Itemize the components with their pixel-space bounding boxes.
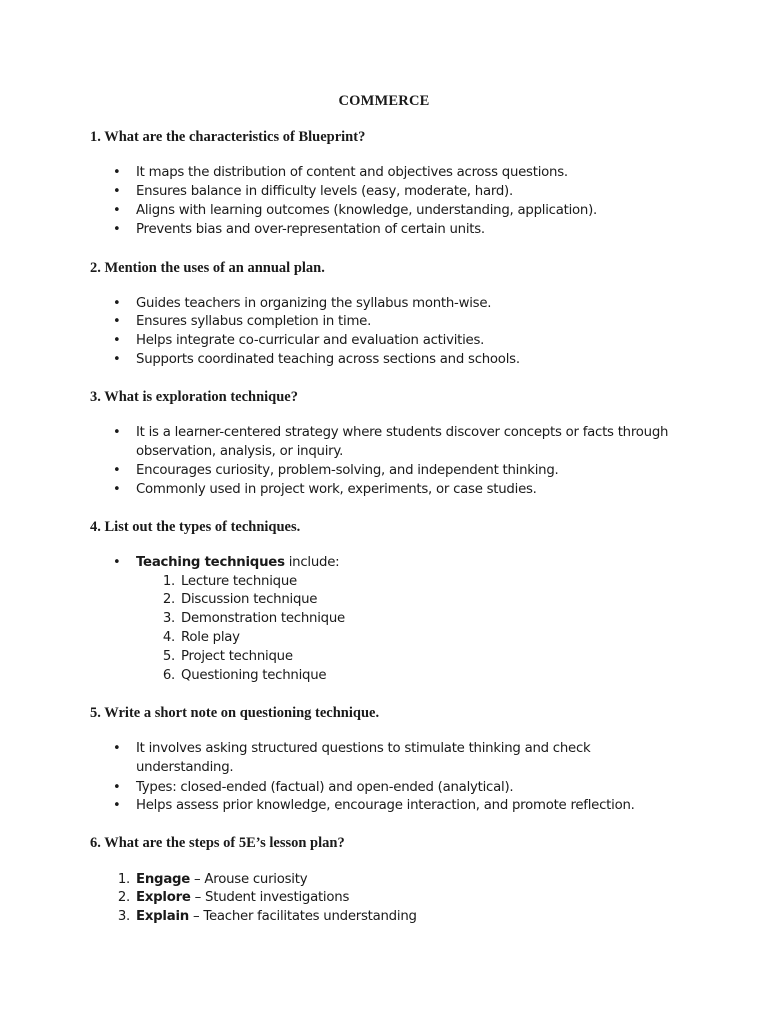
list-item xyxy=(113,481,696,500)
list-item-text: include: xyxy=(284,555,340,570)
bullet-icon: • xyxy=(113,184,121,199)
numbered-item-text: Project technique xyxy=(181,649,293,664)
list-item xyxy=(113,797,696,816)
numbered-item xyxy=(162,573,581,592)
document-title: COMMERCE xyxy=(338,93,430,109)
question-heading-3: 3. What is exploration technique? xyxy=(90,389,298,405)
list-item-text: Helps assess prior knowledge, encourage interaction, and promote reflection. xyxy=(136,798,635,813)
step-number: 3. xyxy=(117,909,130,924)
numbered-item-text: Questioning technique xyxy=(181,668,327,683)
step-desc: – Arouse curiosity xyxy=(190,872,308,887)
item-number: 4. xyxy=(162,630,175,645)
bullet-icon: • xyxy=(113,222,121,237)
step-number: 1. xyxy=(117,872,130,887)
list-item xyxy=(113,221,696,240)
list-item xyxy=(113,313,696,332)
bullet-icon: • xyxy=(113,296,121,311)
numbered-item xyxy=(162,648,581,667)
numbered-item xyxy=(162,667,581,686)
bullet-icon: • xyxy=(113,463,121,478)
list-item-text: Guides teachers in organizing the syllabus month-wise. xyxy=(136,296,492,311)
list-item xyxy=(113,462,696,481)
bullet-icon: • xyxy=(113,352,121,367)
list-item-text: Ensures syllabus completion in time. xyxy=(136,314,372,329)
numbered-item-text: Role play xyxy=(181,630,240,645)
item-number: 1. xyxy=(162,574,175,589)
bullet-icon: • xyxy=(113,165,121,180)
bold-term: Teaching techniques xyxy=(136,555,285,570)
step-term: Engage xyxy=(136,872,191,887)
step-desc: – Student investigations xyxy=(190,890,350,905)
bullet-icon: • xyxy=(113,482,121,497)
numbered-item xyxy=(162,591,581,610)
list-item-text: It maps the distribution of content and objectives across questions. xyxy=(136,165,568,180)
list-item-text: Supports coordinated teaching across sections and schools. xyxy=(136,352,520,367)
bullet-icon: • xyxy=(113,333,121,348)
bullet-icon: • xyxy=(113,741,121,756)
step-term: Explain xyxy=(136,909,189,924)
question-heading-5: 5. Write a short note on questioning technique. xyxy=(90,705,380,721)
list-item-text: Encourages curiosity, problem-solving, and independent thinking. xyxy=(136,463,559,478)
step-desc: – Teacher facilitates understanding xyxy=(188,909,417,924)
list-item-text: It is a learner-centered strategy where students discover concepts or facts through observation, analysis, or inquiry. xyxy=(136,425,669,459)
question-heading-4: 4. List out the types of techniques. xyxy=(90,519,301,535)
list-item-text: Commonly used in project work, experiments, or case studies. xyxy=(136,482,537,497)
item-number: 6. xyxy=(162,668,175,683)
list-item xyxy=(113,779,696,798)
item-number: 3. xyxy=(162,611,175,626)
list-item-text: Prevents bias and over-representation of certain units. xyxy=(136,222,485,237)
step-item xyxy=(117,871,696,890)
numbered-item xyxy=(162,610,581,629)
bullet-icon: • xyxy=(113,555,121,570)
bullet-icon: • xyxy=(113,203,121,218)
list-item-text: Ensures balance in difficulty levels (easy, moderate, hard). xyxy=(136,184,513,199)
list-item-text: Helps integrate co-curricular and evaluation activities. xyxy=(136,333,485,348)
list-item-text: Types: closed-ended (factual) and open-ended (analytical). xyxy=(136,780,514,795)
list-item-text: It involves asking structured questions to stimulate thinking and check understanding. xyxy=(136,741,591,775)
numbered-item-text: Demonstration technique xyxy=(181,611,345,626)
bullet-icon: • xyxy=(113,780,121,795)
list-item xyxy=(113,740,606,777)
list-item xyxy=(113,424,676,461)
bullet-icon: • xyxy=(113,314,121,329)
list-item-text: Aligns with learning outcomes (knowledge, understanding, application). xyxy=(136,203,598,218)
step-term: Explore xyxy=(136,890,191,905)
bullet-icon: • xyxy=(113,798,121,813)
step-number: 2. xyxy=(117,890,130,905)
question-heading-2: 2. Mention the uses of an annual plan. xyxy=(90,260,325,276)
step-item xyxy=(117,908,696,927)
list-item xyxy=(113,164,696,183)
question-heading-6: 6. What are the steps of 5E’s lesson plan? xyxy=(90,835,345,851)
item-number: 2. xyxy=(162,592,175,607)
numbered-item-text: Discussion technique xyxy=(181,592,318,607)
list-item xyxy=(113,183,696,202)
list-item xyxy=(113,332,696,351)
step-item xyxy=(117,889,696,908)
list-item xyxy=(113,351,696,370)
item-number: 5. xyxy=(162,649,175,664)
numbered-item-text: Lecture technique xyxy=(181,574,297,589)
list-item xyxy=(113,295,696,314)
numbered-item xyxy=(162,629,581,648)
list-item xyxy=(113,202,696,221)
list-item xyxy=(113,554,696,573)
question-heading-1: 1. What are the characteristics of Blueprint? xyxy=(90,129,366,145)
bullet-icon: • xyxy=(113,425,121,440)
